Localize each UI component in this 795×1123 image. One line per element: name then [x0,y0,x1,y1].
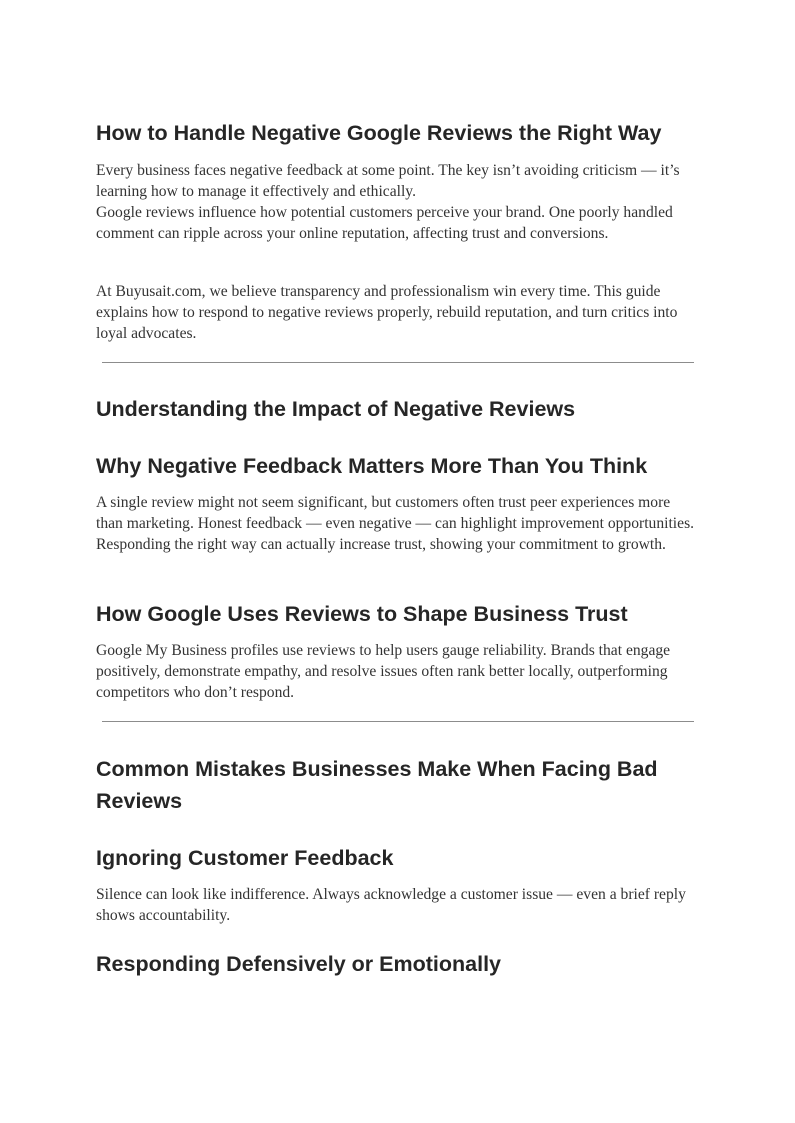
subheading-why-matters: Why Negative Feedback Matters More Than You Think [96,454,648,478]
page-title: How to Handle Negative Google Reviews the Right Way [96,121,662,145]
section-heading-mistakes: Common Mistakes Businesses Make When Facing Bad Reviews [96,757,658,813]
section-divider-1 [102,362,694,363]
subheading-responding-defensively: Responding Defensively or Emotionally [96,952,501,976]
paragraph-google-trust: Google My Business profiles use reviews to help users gauge reliability. Brands that engage positively, demonstrate empathy, and resolve issues often rank better locally, outperforming competitors who don’t respond. [96,642,671,701]
intro-paragraph-3: At Buyusait.com, we believe transparency and professionalism win every time. This guide explains how to respond to negative reviews properly, rebuild reputation, and turn critics into loyal advocates. [96,283,678,342]
subheading-ignoring-feedback: Ignoring Customer Feedback [96,846,394,870]
paragraph-why-matters: A single review might not seem significant, but customers often trust peer experiences more than marketing. Honest feedback — even negative — can highlight improvement opportunities. Responding the right way can actually increase trust, showing your commitment to growth. [96,494,695,553]
section-heading-impact: Understanding the Impact of Negative Reviews [96,397,576,421]
intro-paragraph-1: Every business faces negative feedback at some point. The key isn’t avoiding criticism — it’s learning how to manage it effectively and ethically. [96,162,680,200]
subheading-google-trust: How Google Uses Reviews to Shape Business Trust [96,602,628,626]
intro-paragraph-2: Google reviews influence how potential customers perceive your brand. One poorly handled comment can ripple across your online reputation, affecting trust and conversions. [96,204,673,242]
paragraph-ignoring-feedback: Silence can look like indifference. Always acknowledge a customer issue — even a brief reply shows accountability. [96,886,686,924]
section-divider-2 [102,721,694,722]
